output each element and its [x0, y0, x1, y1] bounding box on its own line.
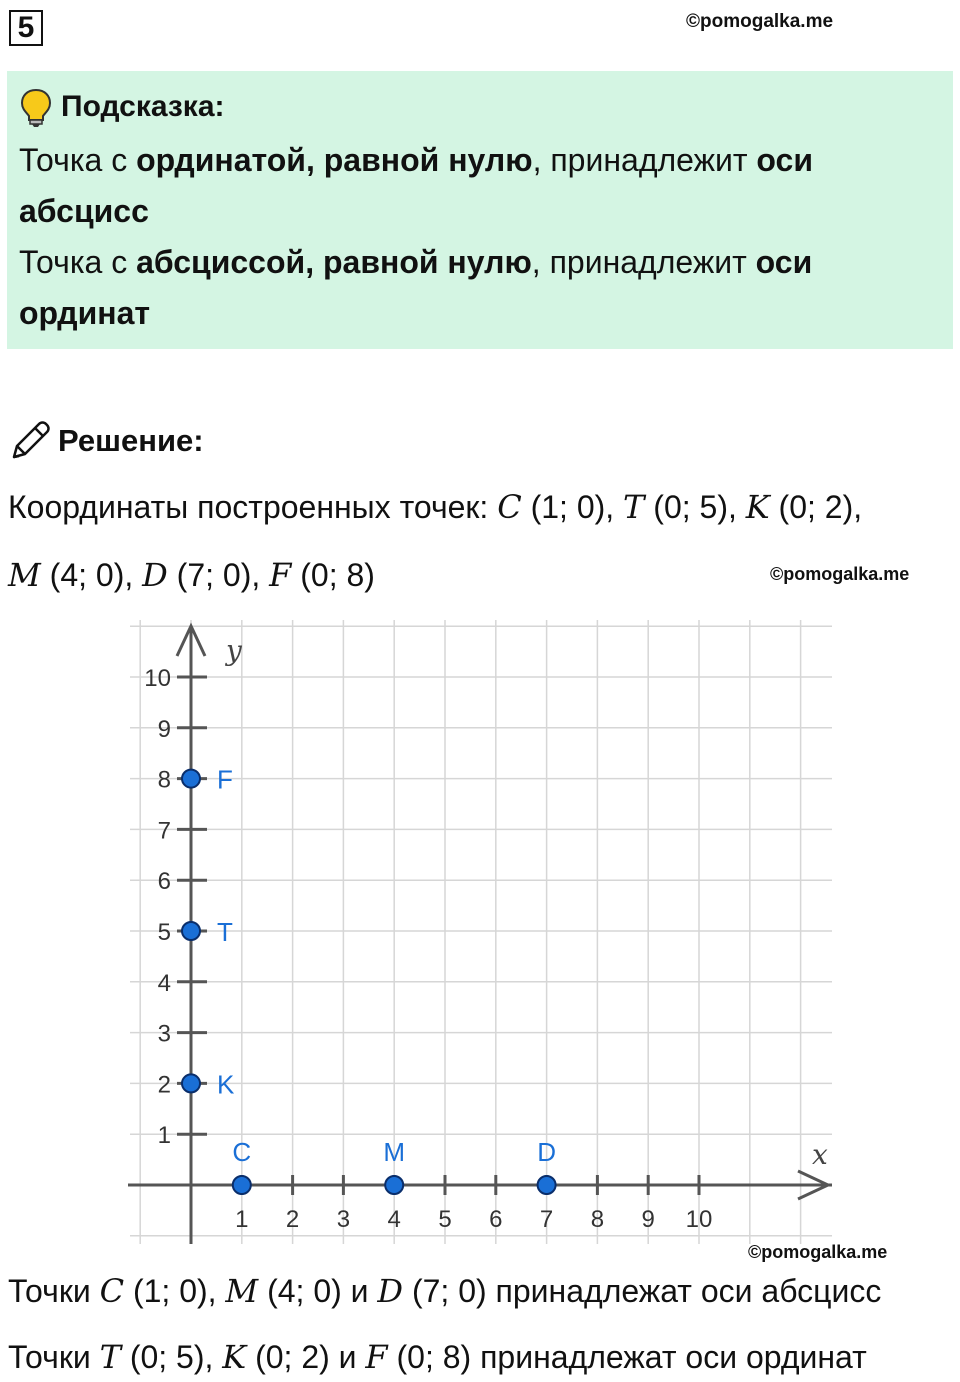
point-coords-f: (0; 8)	[300, 557, 375, 593]
x-tick-label: 9	[641, 1206, 655, 1233]
task-number: 5	[9, 10, 43, 46]
point-k	[182, 1074, 200, 1092]
hint-box	[7, 71, 953, 349]
coords-line-2: M (4; 0), D (7; 0), F (0; 8)	[8, 556, 375, 594]
conclusion-y-name-f: F	[365, 1338, 388, 1376]
y-axis-label: y	[226, 634, 242, 667]
lightbulb-icon	[19, 87, 53, 127]
point-c	[233, 1176, 251, 1194]
point-label-k: K	[217, 1069, 235, 1100]
point-m	[385, 1176, 403, 1194]
x-tick-label: 7	[539, 1206, 554, 1233]
conclusion-x-name-d: D	[377, 1272, 404, 1310]
y-tick-label: 2	[157, 1071, 171, 1099]
point-f	[182, 770, 200, 788]
conclusion-x-coords-m: (4; 0)	[267, 1273, 342, 1309]
x-tick-label: 6	[489, 1206, 503, 1233]
conclusion-y-axis: Точки T (0; 5), K (0; 2) и F (0; 8) принадлежат оси ординат	[8, 1338, 867, 1376]
conclusion-x-axis: Точки C (1; 0), M (4; 0) и D (7; 0) принадлежат оси абсцисс	[8, 1272, 882, 1310]
y-tick-label: 7	[157, 817, 171, 845]
point-label-m: M	[383, 1137, 406, 1167]
point-coords-m: (4; 0)	[49, 557, 125, 593]
x-axis-label: x	[812, 1138, 828, 1171]
point-name-t: T	[623, 488, 645, 526]
y-tick-label: 6	[157, 868, 171, 896]
y-tick-label: 3	[157, 1020, 171, 1048]
hint-line2-a: Точка с	[19, 244, 137, 280]
hint-text	[19, 135, 941, 339]
conclusion-y-and: и	[338, 1339, 357, 1375]
x-tick-label: 3	[336, 1206, 351, 1233]
y-tick-label: 4	[157, 969, 171, 997]
hint-line1-d: оси абсцисс	[19, 142, 814, 229]
x-tick-label: 5	[438, 1206, 452, 1233]
hint-header	[19, 79, 941, 135]
point-label-f: F	[217, 764, 233, 795]
conclusion-y-name-t: T	[99, 1338, 121, 1376]
watermark: ©pomogalka.me	[686, 11, 834, 32]
point-label-c: C	[232, 1137, 252, 1167]
y-tick-label: 9	[157, 715, 171, 743]
x-tick-label: 4	[387, 1206, 401, 1233]
hint-line1-b: ординатой, равной нулю	[136, 142, 533, 178]
hint-line2-c: , принадлежит	[531, 244, 756, 280]
conclusion-y-coords-f: (0; 8)	[396, 1339, 472, 1375]
conclusion-x-and: и	[350, 1273, 369, 1309]
conclusion-y-name-k: K	[222, 1338, 247, 1376]
hint-line1-a: Точка с	[19, 142, 137, 178]
conclusion-x-coords-d: (7; 0)	[411, 1273, 487, 1309]
y-tick-label: 10	[144, 665, 171, 692]
conclusion-y-prefix: Точки	[8, 1339, 91, 1375]
y-tick-label: 5	[157, 919, 171, 946]
point-label-t: T	[217, 917, 233, 947]
conclusion-y-coords-k: (0; 2)	[255, 1339, 330, 1375]
conclusion-x-name-m: M	[225, 1272, 259, 1310]
point-name-m: M	[8, 556, 41, 594]
watermark-3: ©pomogalka.me	[748, 1242, 888, 1262]
x-tick-label: 2	[285, 1206, 300, 1233]
conclusion-x-suffix: принадлежат оси абсцисс	[495, 1273, 882, 1309]
point-label-d: D	[537, 1137, 556, 1167]
solution-header	[8, 413, 204, 469]
point-coords-k: (0; 2)	[778, 489, 854, 525]
coordinate-plane	[100, 612, 840, 1252]
solution-title: Решение:	[58, 423, 204, 458]
conclusion-x-name-c: C	[99, 1272, 125, 1310]
x-tick-label: 1	[235, 1206, 249, 1233]
hint-line2-b: абсциссой, равной нулю	[136, 244, 532, 280]
point-name-c: C	[497, 488, 522, 526]
point-coords-d: (7; 0)	[176, 557, 252, 593]
point-coords-t: (0; 5)	[653, 489, 728, 525]
x-tick-label: 8	[590, 1206, 605, 1233]
coords-intro: Координаты построенных точек:	[8, 489, 489, 525]
point-coords-c: (1; 0)	[530, 489, 606, 525]
coords-line-1: Координаты построенных точек: C (1; 0), T (0; 5), K (0; 2),	[8, 488, 863, 526]
conclusion-x-prefix: Точки	[8, 1273, 91, 1309]
conclusion-y-coords-t: (0; 5)	[129, 1339, 205, 1375]
pencil-icon	[8, 419, 52, 463]
hint-line1-c: , принадлежит	[532, 142, 757, 178]
conclusion-y-suffix: принадлежат оси ординат	[480, 1339, 867, 1375]
conclusion-x-coords-c: (1; 0)	[132, 1273, 208, 1309]
point-name-k: K	[745, 488, 770, 526]
y-tick-label: 8	[157, 766, 171, 794]
x-tick-label: 10	[685, 1206, 713, 1233]
hint-title: Подсказка:	[61, 90, 225, 123]
watermark-2: ©pomogalka.me	[770, 564, 910, 584]
point-d	[538, 1176, 556, 1194]
hint-line2-d: оси ординат	[19, 244, 813, 331]
point-name-d: D	[142, 556, 168, 594]
point-t	[182, 922, 200, 940]
point-name-f: F	[269, 556, 292, 594]
y-tick-label: 1	[157, 1122, 171, 1150]
